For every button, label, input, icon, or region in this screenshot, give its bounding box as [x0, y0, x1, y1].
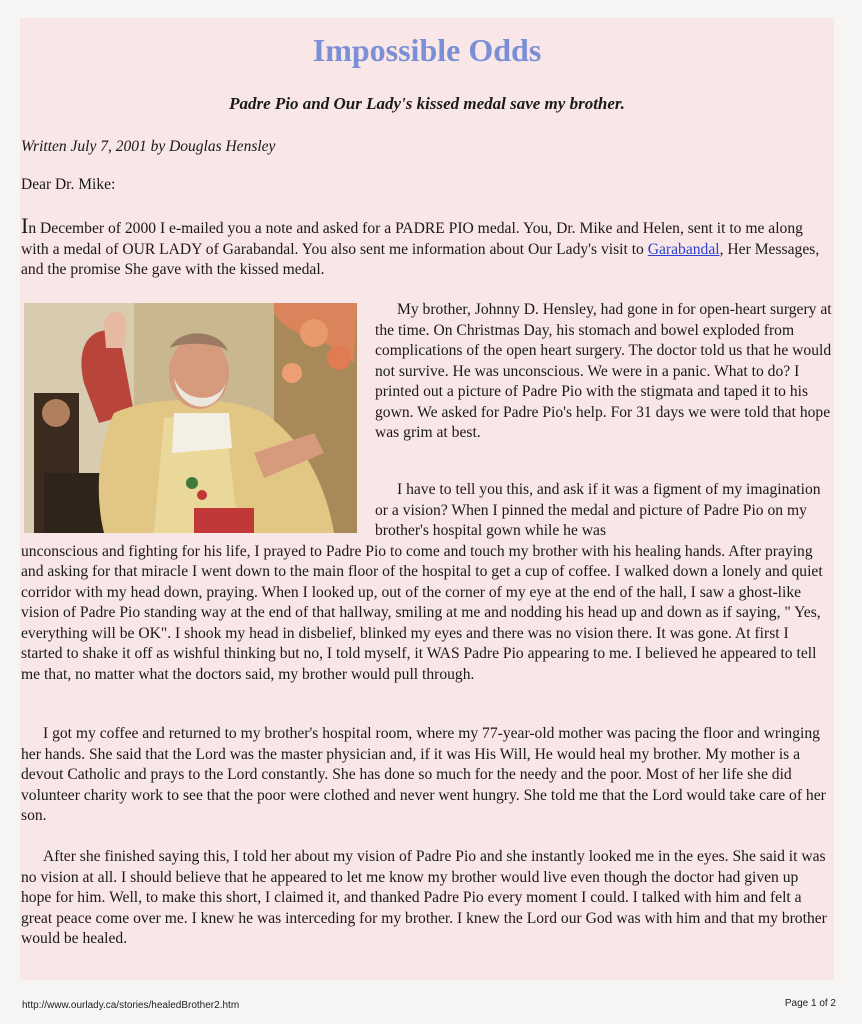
byline: Written July 7, 2001 by Douglas Hensley [21, 138, 276, 155]
drop-cap: I [21, 213, 29, 238]
subtitle: Padre Pio and Our Lady's kissed medal save my brother. [229, 94, 625, 113]
paragraph-4: I got my coffee and returned to my brother's hospital room, where my 77-year-old mother was pacing the floor and wringing her hands. She said that the Lord was the master physician and, if it was His Will, He would heal my brother. My mother is a devout Catholic and prays to the Lord constantly. She has done so much for the needy and the poor. Most of her life she did volunteer charity work to see that the poor were clothed and never went hungry. She told me that the Lord would take care of her son. [21, 725, 826, 824]
salutation: Dear Dr. Mike: [21, 176, 116, 193]
paragraph-5: After she finished saying this, I told her about my vision of Padre Pio and she instantly looked me in the eyes. She said it was no vision at all. I should believe that he appeared to let me know my brother would live even though the doctor had given up hope for him. Well, to make this short, I claimed it, and thanked Padre Pio every moment I could. I talked with him and felt a great peace come over me. I knew he was interceding for my brother. I knew the Lord our God was with him and that my brother would be healed. [21, 848, 827, 947]
paragraph-1 [21, 213, 831, 281]
paragraph-3 [21, 480, 833, 685]
paragraph-2: My brother, Johnny D. Hensley, had gone in for open-heart surgery at the time. On Christmas Day, his stomach and bowel exploded from complications of the open heart surgery. The doctor told us that he would not survive. He was unconscious. We were in a panic. What to do? I printed out a picture of Padre Pio with the stigmata and taped it to his gown. We asked for Padre Pio's help. For 31 days we were told that hope was grim at best. [375, 301, 832, 441]
paragraph-3-wrapped: I have to tell you this, and ask if it was a figment of my imagination or a vision? When I pinned the medal and picture of Padre Pio on my brother's hospital gown while he was [375, 481, 821, 539]
document-page [20, 18, 834, 980]
paragraph-1-text: n December of 2000 I e-mailed you a note and asked for a PADRE PIO medal. You, Dr. Mike and Helen, sent it to me along with a medal of OUR LADY of Garabandal. You also sent me information about Our Lady's visit to [21, 220, 803, 258]
page-title: Impossible Odds [312, 32, 542, 68]
footer-page-number: Page 1 of 2 [784, 998, 836, 1009]
paragraph-3-rest: unconscious and fighting for his life, I prayed to Padre Pio to come and touch my brother with his healing hands. After praying and asking for that miracle I went down to the main floor of the hospital to get a cup of coffee. I walked down a lonely and quiet corridor with my head down, praying. When I looked up, out of the corner of my eye at the end of the hall, I saw a ghost-like vision of Padre Pio standing way at the end of that hallway, smiling at me and nodding his head up and down as if saying, " Yes, everything will be OK". I shook my head in disbelief, blinked my eyes and there was no vision there. It was gone. At first I started to shake it off as wishful thinking but no, I told myself, it WAS Padre Pio appearing to me. I believed he appeared to tell me that, no matter what the doctors said, my brother would pull through. [21, 542, 823, 683]
paragraph-1-text-end: , Her Messages, and the promise She gave with the kissed medal. [21, 240, 820, 278]
footer-url: http://www.ourlady.ca/stories/healedBrother2.htm [22, 1000, 240, 1011]
garabandal-link[interactable]: Garabandal [647, 240, 720, 258]
